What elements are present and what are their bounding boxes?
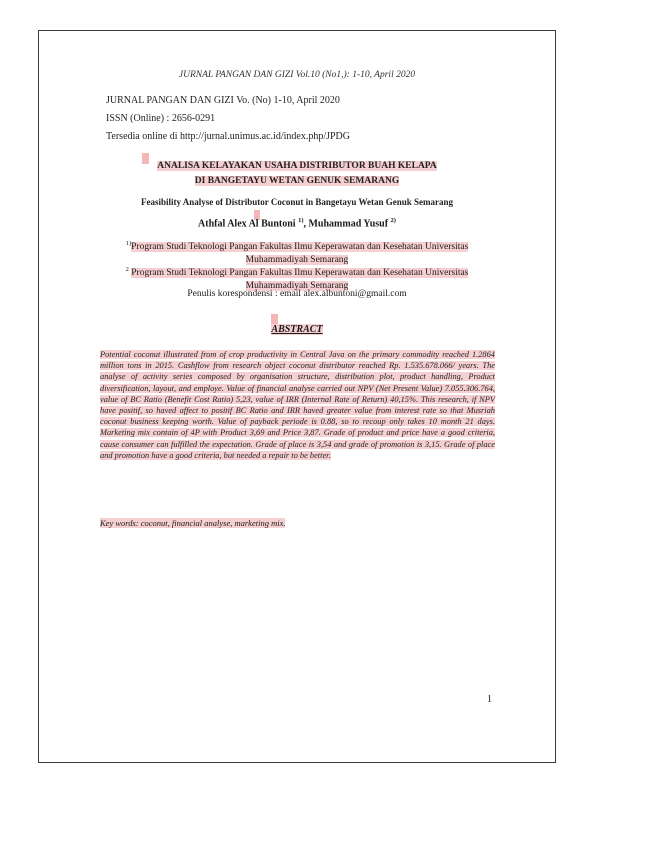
issn-line: ISSN (Online) : 2656-0291	[106, 113, 216, 124]
paper-title-line-1: ANALISA KELAYAKAN USAHA DISTRIBUTOR BUAH KELAPA	[157, 161, 437, 171]
journal-meta-line: JURNAL PANGAN DAN GIZI Vo. (No) 1-10, April 2020	[106, 95, 340, 106]
abstract-body: Potential coconut illustrated from of crop productivity in Central Java on the primary commodity reached 1.2864 million tons in 2015. Cashflow from research object coconut distributor reached Rp. 1.535.678.066/ years. The analyse of activity series composed by organisation structure, distribution plot, product handling, Product diversification, layout, and employe. Value of financial analyse carried out NPV (Net Present Value) 7.055.306.764, value of BC Ratio (Benefit Cost Ratio) 5,23, value of IRR (Internal Rate of Return) 40,15%. This research, if NPV have positif, so haved affect to positif BC Ratio and IRR haved greater value from interest rate so that Musriah coconut business keeping worth. Value of payback periode is 0.88, so to recoup only takes 10 month 21 days. Marketing mix contain of 4P with Product 3,69 and Price 3,87. Grade of product and price have a good criteria, cause consumer can fulfilled the expectation. Grade of place is 3,54 and grade of promotion is 3,15. Grade of place and promotion have a good criteria, but needed a repair to be better.	[100, 350, 495, 460]
english-title: Feasibility Analyse of Distributor Coconut in Bangetayu Wetan Genuk Semarang	[141, 197, 453, 207]
paper-title-line-2: DI BANGETAYU WETAN GENUK SEMARANG	[194, 176, 400, 186]
paper-page	[38, 30, 556, 763]
running-head: JURNAL PANGAN DAN GIZI Vol.10 (No1,): 1-10, April 2020	[178, 70, 416, 80]
availability-line: Tersedia online di http://jurnal.unimus.ac.id/index.php/JPDG	[106, 131, 350, 142]
correspondence-email: Penulis korespondensi : email alex.albuntoni@gmail.com	[187, 289, 407, 299]
abstract-heading: ABSTRACT	[271, 324, 323, 335]
author-list: Athfal Alex Al Buntoni $^{1)}$, Muhammad Yusuf $^{2)}$	[198, 217, 396, 230]
author-name: Athfal Alex Al Buntoni	[198, 218, 296, 230]
author-name: Muhammad Yusuf	[308, 218, 389, 230]
author-affil-mark: 2)	[390, 217, 396, 224]
affiliation-1: $^{1)}$Program Studi Teknologi Pangan Fakultas Ilmu Keperawatan dan Kesehatan Universitas Muhammadiyah Semarang	[125, 240, 469, 266]
page-number: 1	[487, 694, 492, 705]
affiliation-2: $^2$ Program Studi Teknologi Pangan Fakultas Ilmu Keperawatan dan Kesehatan Universitas Muhammadiyah Semarang	[125, 266, 469, 292]
keywords: Key words: coconut, financial analyse, marketing mix.	[100, 518, 286, 528]
author-affil-mark: 1)	[298, 217, 304, 224]
